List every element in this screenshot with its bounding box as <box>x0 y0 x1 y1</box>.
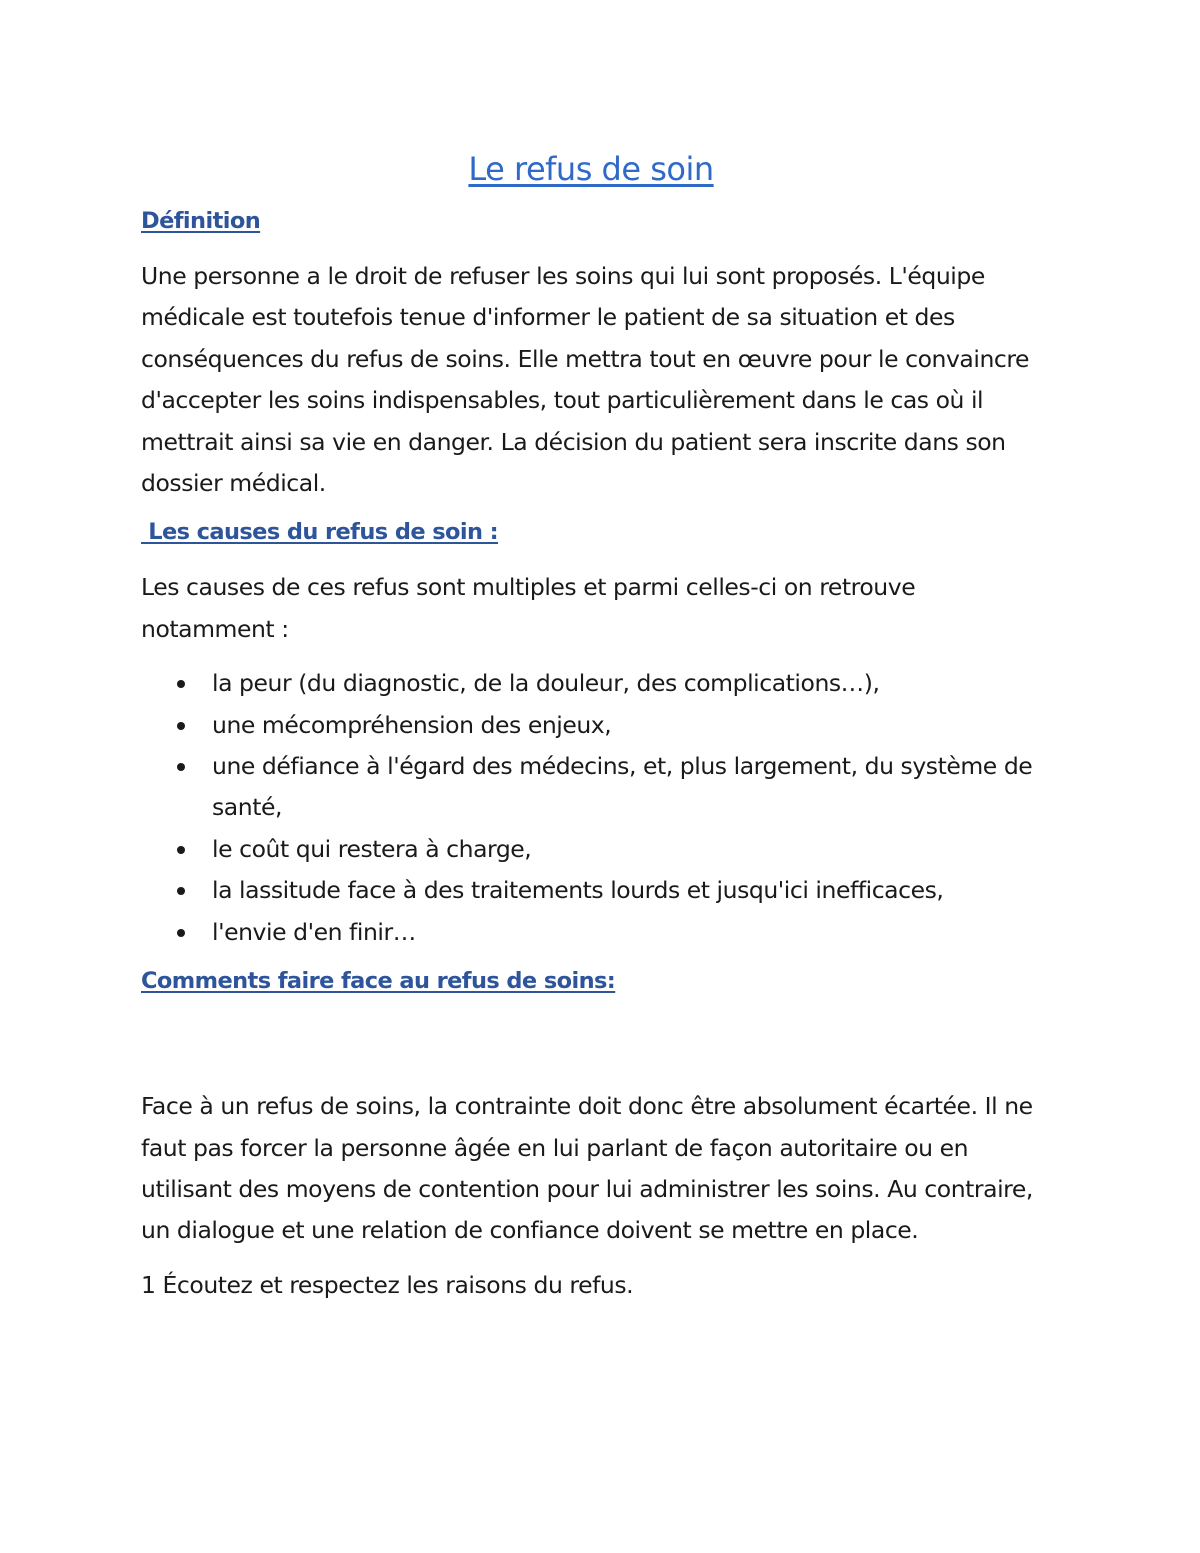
coping-paragraph: Face à un refus de soins, la contrainte doit donc être absolument écartée. Il ne faut pas forcer la personne âgée en lui parlant de façon autoritaire ou en utilisant des moyens de contention pour lui administrer les soins. Au contraire, un dialogue et une relation de confiance doivent se mettre en place. <box>141 1092 1033 1245</box>
list-item <box>141 870 1041 911</box>
bullet-icon <box>177 846 185 854</box>
definition-paragraph: Une personne a le droit de refuser les soins qui lui sont proposés. L'équipe médicale est toutefois tenue d'informer le patient de sa situation et des conséquences du refus de soins. Elle mettra tout en œuvre pour le convaincre d'accepter les soins indispensables, tout particulièrement dans le cas où il mettrait ainsi sa vie en danger. La décision du patient sera inscrite dans son dossier médical. <box>141 262 1030 498</box>
list-item-text: une mécompréhension des enjeux, <box>212 710 612 739</box>
list-item-text: l'envie d'en finir… <box>212 917 416 946</box>
list-item-text: la peur (du diagnostic, de la douleur, des complications…), <box>212 669 880 698</box>
list-item <box>141 746 1041 829</box>
bullet-icon <box>177 680 185 688</box>
coping-step-1: 1 Écoutez et respectez les raisons du refus. <box>141 1270 634 1299</box>
section-heading-definition: Définition <box>141 208 261 234</box>
bullet-icon <box>177 763 185 771</box>
list-item-text: le coût qui restera à charge, <box>212 834 532 863</box>
page-title: Le refus de soin <box>468 150 714 188</box>
bullet-icon <box>177 929 185 937</box>
section-heading-coping: Comments faire face au refus de soins: <box>141 968 616 995</box>
list-item <box>141 663 1041 704</box>
section-heading-causes: Les causes du refus de soin : <box>141 519 499 546</box>
list-item <box>141 912 1041 953</box>
list-item <box>141 705 1041 746</box>
bullet-icon <box>177 722 185 730</box>
document-page <box>141 150 1041 1306</box>
bullet-icon <box>177 887 185 895</box>
list-item-text: une défiance à l'égard des médecins, et, plus largement, du système de santé, <box>212 752 1033 822</box>
list-item <box>141 829 1041 870</box>
list-item-text: la lassitude face à des traitements lourds et jusqu'ici inefficaces, <box>212 876 944 905</box>
causes-intro-paragraph: Les causes de ces refus sont multiples et parmi celles-ci on retrouve notamment : <box>141 573 916 643</box>
causes-list <box>141 663 1041 953</box>
